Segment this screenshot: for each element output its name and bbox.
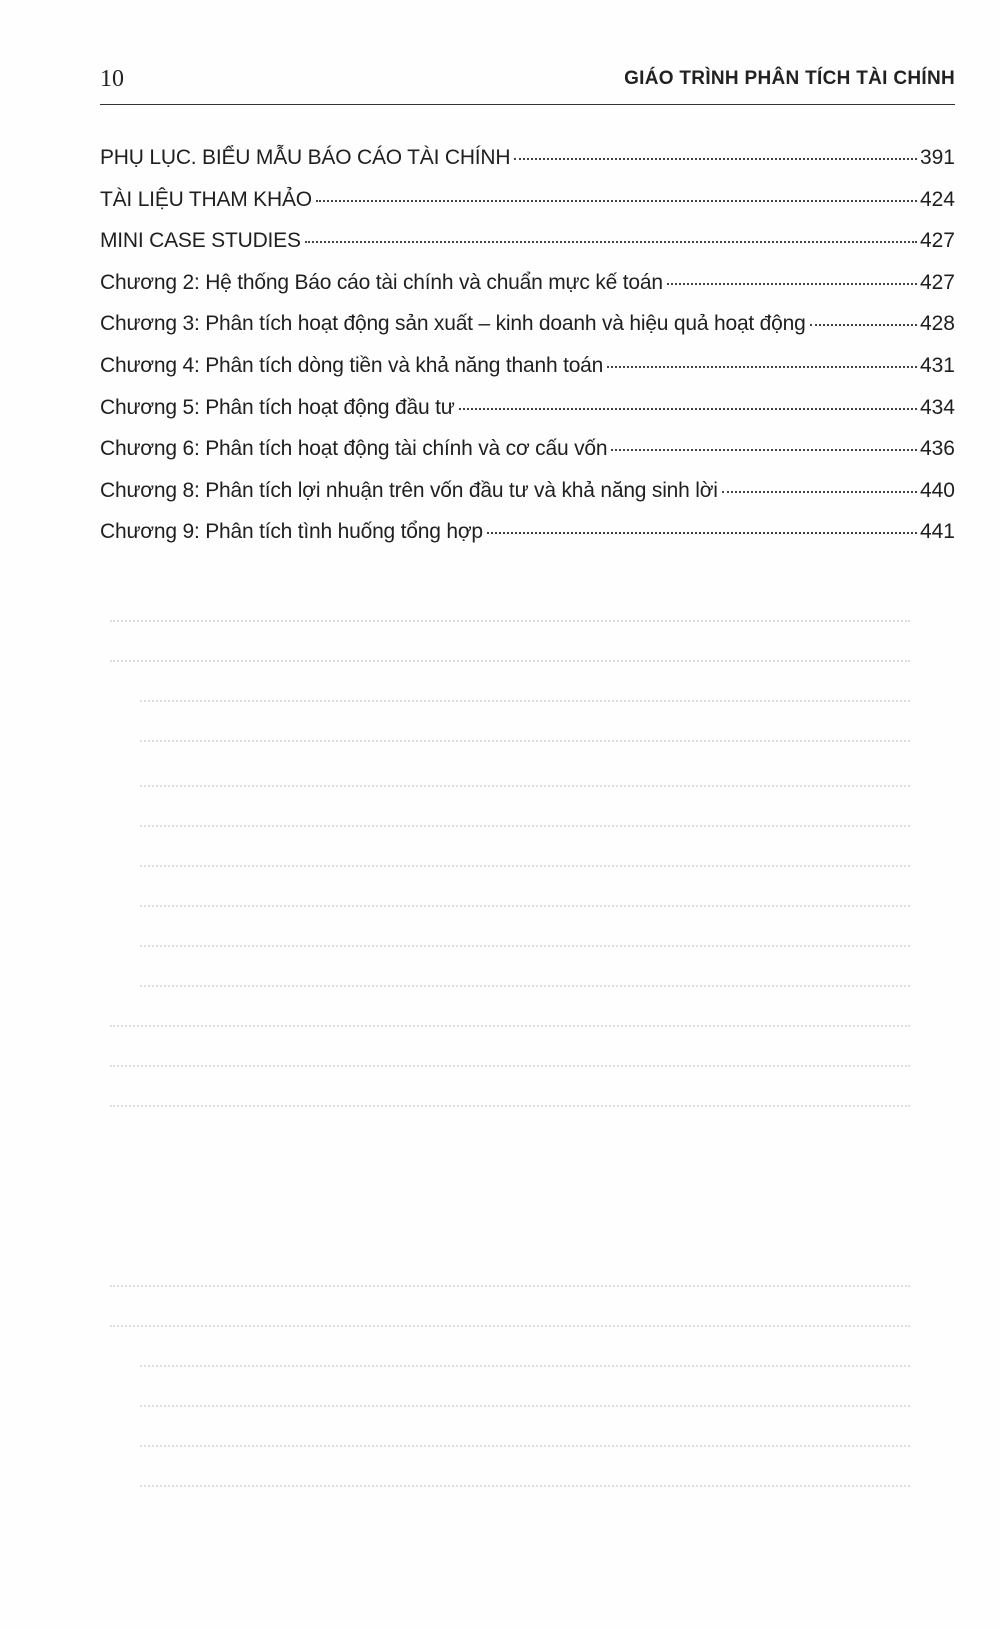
toc-entry xyxy=(100,229,955,271)
table-of-contents xyxy=(100,146,955,562)
toc-entry-page: 431 xyxy=(919,353,955,377)
toc-entry xyxy=(100,479,955,521)
toc-entry xyxy=(100,396,955,438)
dot-leader xyxy=(722,491,917,493)
toc-entry-title: Chương 6: Phân tích hoạt động tài chính và cơ cấu vốn xyxy=(100,437,608,461)
dot-leader xyxy=(667,283,917,285)
dot-leader xyxy=(611,449,917,451)
running-title: GIÁO TRÌNH PHÂN TÍCH TÀI CHÍNH xyxy=(624,68,955,89)
toc-entry xyxy=(100,271,955,313)
toc-entry xyxy=(100,146,955,188)
header-rule xyxy=(100,104,955,105)
toc-entry-page: 440 xyxy=(919,478,955,502)
toc-entry-page: 428 xyxy=(919,312,955,336)
toc-entry-page: 434 xyxy=(919,395,955,419)
toc-entry-page: 441 xyxy=(919,520,955,544)
page-header xyxy=(100,66,955,96)
toc-entry-title: Chương 5: Phân tích hoạt động đầu tư xyxy=(100,395,455,419)
dot-leader xyxy=(316,200,917,202)
toc-entry xyxy=(100,437,955,479)
dot-leader xyxy=(487,532,917,534)
toc-entry-title: Chương 2: Hệ thống Báo cáo tài chính và chuẩn mực kế toán xyxy=(100,270,663,294)
toc-entry-page: 424 xyxy=(919,187,955,211)
toc-entry xyxy=(100,312,955,354)
toc-entry-title: TÀI LIỆU THAM KHẢO xyxy=(100,187,312,211)
toc-entry-title: Chương 8: Phân tích lợi nhuận trên vốn đầu tư và khả năng sinh lời xyxy=(100,478,718,502)
toc-entry-title: PHỤ LỤC. BIỂU MẪU BÁO CÁO TÀI CHÍNH xyxy=(100,146,511,169)
dot-leader xyxy=(607,366,917,368)
page-number: 10 xyxy=(100,66,124,92)
dot-leader xyxy=(459,408,917,410)
toc-entry-page: 427 xyxy=(919,229,955,253)
toc-entry-page: 391 xyxy=(919,146,955,169)
dot-leader xyxy=(810,324,917,326)
toc-entry-title: MINI CASE STUDIES xyxy=(100,229,301,253)
toc-entry-title: Chương 4: Phân tích dòng tiền và khả năng thanh toán xyxy=(100,353,604,377)
toc-entry xyxy=(100,520,955,562)
toc-entry xyxy=(100,354,955,396)
toc-entry-page: 436 xyxy=(919,437,955,461)
toc-entry-title: Chương 9: Phân tích tình huống tổng hợp xyxy=(100,520,483,544)
dot-leader xyxy=(305,241,917,243)
toc-entry-title: Chương 3: Phân tích hoạt động sản xuất – kinh doanh và hiệu quả hoạt động xyxy=(100,312,806,336)
toc-entry xyxy=(100,188,955,230)
toc-entry-page: 427 xyxy=(919,270,955,294)
dot-leader xyxy=(514,158,917,160)
